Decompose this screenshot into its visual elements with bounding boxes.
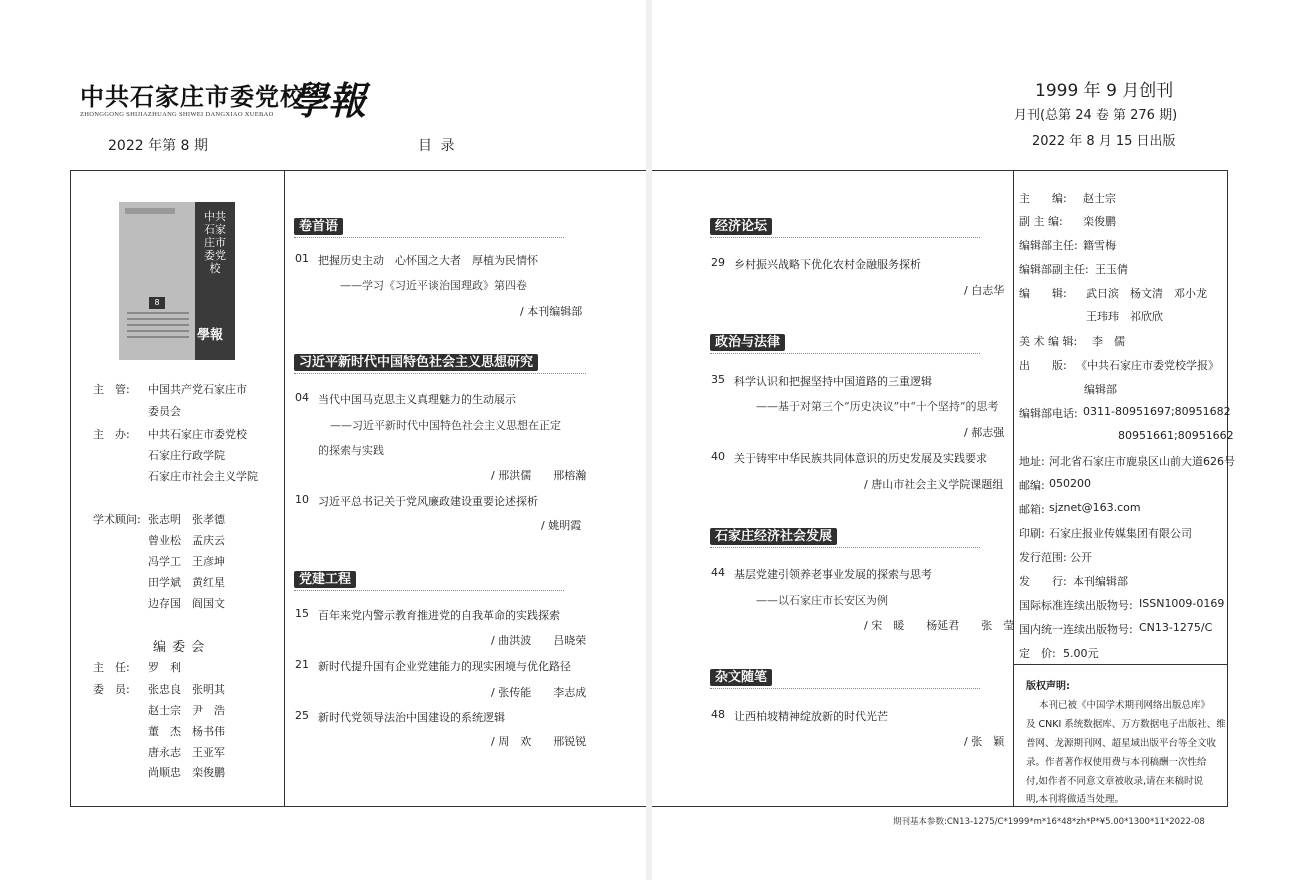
section-rule bbox=[710, 237, 980, 238]
masthead-value: 0311-80951697;80951682 bbox=[1083, 405, 1231, 418]
journal-logo-calligraphy: 學報 bbox=[290, 78, 367, 123]
cover-text-lines bbox=[127, 312, 189, 342]
cover-spine bbox=[195, 202, 235, 360]
masthead-label: 邮编: bbox=[1019, 479, 1045, 492]
article-page-number: 01 bbox=[295, 252, 309, 265]
members-row: 尚顺忠 栾俊鹏 bbox=[148, 766, 225, 779]
article-page-number: 44 bbox=[711, 566, 725, 579]
advisors-row: 曾业松 孟庆云 bbox=[148, 534, 225, 547]
article-page-number: 10 bbox=[295, 493, 309, 506]
article-title[interactable]: 习近平总书记关于党风廉政建设重要论述探析 bbox=[318, 495, 538, 508]
organizer-line: 石家庄行政学院 bbox=[148, 449, 225, 462]
article-title[interactable]: 科学认识和把握坚持中国道路的三重逻辑 bbox=[734, 375, 932, 388]
members-row: 赵士宗 尹 浩 bbox=[148, 704, 225, 717]
advisors-row: 冯学工 王彦坤 bbox=[148, 555, 225, 568]
section-tag-essays: 杂文随笔 bbox=[710, 669, 772, 686]
article-page-number: 29 bbox=[711, 256, 725, 269]
founded-date: 1999 年 9 月创刊 bbox=[1035, 81, 1174, 101]
masthead-label: 邮箱: bbox=[1019, 503, 1045, 516]
article-page-number: 04 bbox=[295, 391, 309, 404]
members-label: 委 员: bbox=[93, 683, 130, 696]
section-tag-politics-law: 政治与法律 bbox=[710, 334, 785, 351]
masthead-value: 河北省石家庄市鹿泉区山前大道626号 bbox=[1049, 455, 1235, 468]
masthead-label: 出 版: bbox=[1019, 359, 1067, 372]
copyright-line: 本刊已被《中国学术期刊网络出版总库》 bbox=[1039, 700, 1211, 711]
advisors-row: 田学斌 黄红星 bbox=[148, 576, 225, 589]
masthead-value: 李 儒 bbox=[1092, 335, 1125, 348]
article-author: / 张 颖 bbox=[964, 735, 1005, 748]
masthead-value: 050200 bbox=[1049, 477, 1091, 490]
section-tag-party-building: 党建工程 bbox=[294, 571, 356, 588]
article-page-number: 40 bbox=[711, 450, 725, 463]
advisors-row: 边存国 阎国文 bbox=[148, 597, 225, 610]
article-title[interactable]: 新时代提升国有企业党建能力的现实困境与优化路径 bbox=[318, 660, 571, 673]
journal-logo-text: 中共石家庄市委党校 bbox=[80, 82, 305, 111]
masthead-label: 地址: bbox=[1019, 455, 1045, 468]
masthead-value: 王玉倩 bbox=[1095, 263, 1128, 276]
masthead-value: 本刊编辑部 bbox=[1073, 575, 1128, 588]
masthead-label: 发行范围: bbox=[1019, 551, 1067, 564]
section-rule bbox=[710, 353, 980, 354]
organizer-label: 主 办: bbox=[93, 428, 130, 441]
article-author: / 宋 暖 杨延君 张 莹 bbox=[864, 619, 1015, 632]
article-title[interactable]: 基层党建引领养老事业发展的探索与思考 bbox=[734, 568, 932, 581]
cover-title: 中共石家庄市委党校 bbox=[204, 210, 226, 275]
article-title[interactable]: 新时代党领导法治中国建设的系统逻辑 bbox=[318, 711, 505, 724]
masthead-value: 《中共石家庄市委党校学报》 bbox=[1076, 359, 1219, 372]
column-divider bbox=[1013, 170, 1014, 806]
publication-date: 2022 年 8 月 15 日出版 bbox=[1032, 134, 1176, 149]
masthead-value: 王玮玮 祁欣欣 bbox=[1086, 310, 1163, 323]
masthead-label: 编辑部主任: bbox=[1019, 239, 1078, 252]
article-title[interactable]: 百年来党内警示教育推进党的自我革命的实践探索 bbox=[318, 609, 560, 622]
section-rule bbox=[294, 373, 586, 374]
masthead-label: 印刷: bbox=[1019, 527, 1045, 540]
article-author: / 唐山市社会主义学院课题组 bbox=[864, 478, 1004, 491]
copyright-title: 版权声明: bbox=[1026, 681, 1070, 692]
article-author: / 郝志强 bbox=[964, 426, 1005, 439]
masthead-label: 美 术 编 辑: bbox=[1019, 335, 1078, 348]
organizer-line: 中共石家庄市委党校 bbox=[148, 428, 247, 441]
copyright-line: 明,本刊将做适当处理。 bbox=[1026, 794, 1125, 805]
article-author: / 曲洪波 吕晓荣 bbox=[491, 634, 587, 647]
column-divider bbox=[284, 170, 285, 806]
article-title[interactable]: 把握历史主动 心怀国之大者 厚植为民情怀 bbox=[318, 254, 538, 267]
director-label: 主 任: bbox=[93, 661, 130, 674]
section-tag-economy: 经济论坛 bbox=[710, 218, 772, 235]
article-author: / 张传能 李志成 bbox=[491, 686, 587, 699]
cover-thumbnail bbox=[119, 202, 235, 360]
masthead-value: 公开 bbox=[1070, 551, 1092, 564]
toc-title: 目 录 bbox=[418, 138, 457, 154]
supervisor-line: 委员会 bbox=[148, 405, 181, 418]
supervisor-label: 主 管: bbox=[93, 383, 130, 396]
masthead-value: 石家庄报业传媒集团有限公司 bbox=[1049, 527, 1192, 540]
issue-number: 2022 年第 8 期 bbox=[108, 138, 208, 154]
article-subtitle: ——基于对第三个“历史决议”中“十个坚持”的思考 bbox=[756, 400, 999, 413]
editorial-board-title: 编 委 会 bbox=[153, 640, 206, 655]
article-subtitle: 的探索与实践 bbox=[318, 444, 384, 457]
article-page-number: 25 bbox=[295, 709, 309, 722]
masthead-value: 赵士宗 bbox=[1083, 192, 1116, 205]
members-row: 张忠良 张明其 bbox=[148, 683, 225, 696]
masthead-value: CN13-1275/C bbox=[1139, 621, 1213, 634]
copyright-line: 普网、龙源期刊网、超星域出版平台等全文收 bbox=[1026, 738, 1217, 749]
advisors-row: 张志明 张孝德 bbox=[148, 513, 225, 526]
masthead-label: 国际标准连续出版物号: bbox=[1019, 599, 1133, 612]
article-author: / 周 欢 邢锐锐 bbox=[491, 735, 587, 748]
article-subtitle: ——以石家庄市长安区为例 bbox=[756, 594, 888, 607]
article-title[interactable]: 当代中国马克思主义真理魅力的生动展示 bbox=[318, 393, 516, 406]
members-row: 唐永志 王亚军 bbox=[148, 746, 225, 759]
masthead-label: 发 行: bbox=[1019, 575, 1067, 588]
copyright-line: 付,如作者不同意文章被收录,请在来稿时说 bbox=[1026, 776, 1204, 787]
section-rule bbox=[294, 237, 564, 238]
advisors-label: 学术顾问: bbox=[93, 513, 141, 526]
masthead-label: 编 辑: bbox=[1019, 287, 1067, 300]
masthead-label: 编辑部副主任: bbox=[1019, 263, 1089, 276]
masthead-value: 5.00元 bbox=[1063, 647, 1099, 660]
article-title[interactable]: 关于铸牢中华民族共同体意识的历史发展及实践要求 bbox=[734, 452, 987, 465]
publication-frequency: 月刊(总第 24 卷 第 276 期) bbox=[1014, 108, 1178, 123]
right-page bbox=[652, 0, 1300, 880]
masthead-value: 80951661;80951662 bbox=[1118, 429, 1234, 442]
members-row: 董 杰 杨书伟 bbox=[148, 725, 225, 738]
masthead-label: 定 价: bbox=[1019, 647, 1056, 660]
article-author: / 本刊编辑部 bbox=[520, 305, 583, 318]
section-rule bbox=[710, 547, 980, 548]
article-title[interactable]: 乡村振兴战略下优化农村金融服务探析 bbox=[734, 258, 921, 271]
masthead-label: 编辑部电话: bbox=[1019, 407, 1078, 420]
masthead-value: 编辑部 bbox=[1084, 383, 1117, 396]
copyright-line: 及 CNKI 系统数据库、万方数据电子出版社、维 bbox=[1026, 719, 1226, 730]
article-subtitle: ——习近平新时代中国特色社会主义思想在正定 bbox=[330, 419, 561, 432]
article-page-number: 21 bbox=[295, 658, 309, 671]
article-author: / 姚明霞 bbox=[541, 519, 582, 532]
cover-logo: 學報 bbox=[197, 328, 224, 343]
article-author: / 白志华 bbox=[964, 284, 1005, 297]
masthead-label: 主 编: bbox=[1019, 192, 1067, 205]
section-rule bbox=[294, 590, 564, 591]
section-tag-xi-thought: 习近平新时代中国特色社会主义思想研究 bbox=[294, 354, 538, 371]
left-page bbox=[0, 0, 646, 880]
article-page-number: 48 bbox=[711, 708, 725, 721]
copyright-line: 录。作者著作权使用费与本刊稿酬一次性给 bbox=[1026, 757, 1207, 768]
section-rule bbox=[710, 688, 980, 689]
masthead-value: ISSN1009-0169 bbox=[1139, 597, 1225, 610]
masthead-value: 武日滨 杨文清 邓小龙 bbox=[1086, 287, 1207, 300]
masthead-value: 籍雪梅 bbox=[1083, 239, 1116, 252]
journal-parameters-footer: 期刊基本参数:CN13-1275/C*1999*m*16*48*zh*P*¥5.00*1300*11*2022-08 bbox=[893, 817, 1205, 827]
cover-issue-badge: 8 bbox=[149, 297, 165, 309]
supervisor-line: 中国共产党石家庄市 bbox=[148, 383, 247, 396]
masthead-label: 国内统一连续出版物号: bbox=[1019, 623, 1133, 636]
article-page-number: 15 bbox=[295, 607, 309, 620]
journal-logo-pinyin: ZHONGGONG SHIJIAZHUANG SHIWEI DANGXIAO XUEBAO bbox=[80, 111, 274, 118]
masthead-value: sjznet@163.com bbox=[1049, 501, 1141, 514]
masthead-label: 副 主 编: bbox=[1019, 215, 1063, 228]
article-page-number: 35 bbox=[711, 373, 725, 386]
article-subtitle: ——学习《习近平谈治国理政》第四卷 bbox=[340, 279, 527, 292]
section-tag-shijiazhuang-development: 石家庄经济社会发展 bbox=[710, 528, 837, 545]
article-author: / 邢洪儒 邢榕瀚 bbox=[491, 469, 587, 482]
cover-header-mark bbox=[125, 208, 175, 214]
masthead-divider bbox=[1013, 664, 1228, 665]
masthead-value: 栾俊鹏 bbox=[1083, 215, 1116, 228]
organizer-line: 石家庄市社会主义学院 bbox=[148, 470, 258, 483]
article-title[interactable]: 让西柏坡精神绽放新的时代光芒 bbox=[734, 710, 888, 723]
director-name: 罗 利 bbox=[148, 661, 181, 674]
section-tag-preface: 卷首语 bbox=[294, 218, 343, 235]
